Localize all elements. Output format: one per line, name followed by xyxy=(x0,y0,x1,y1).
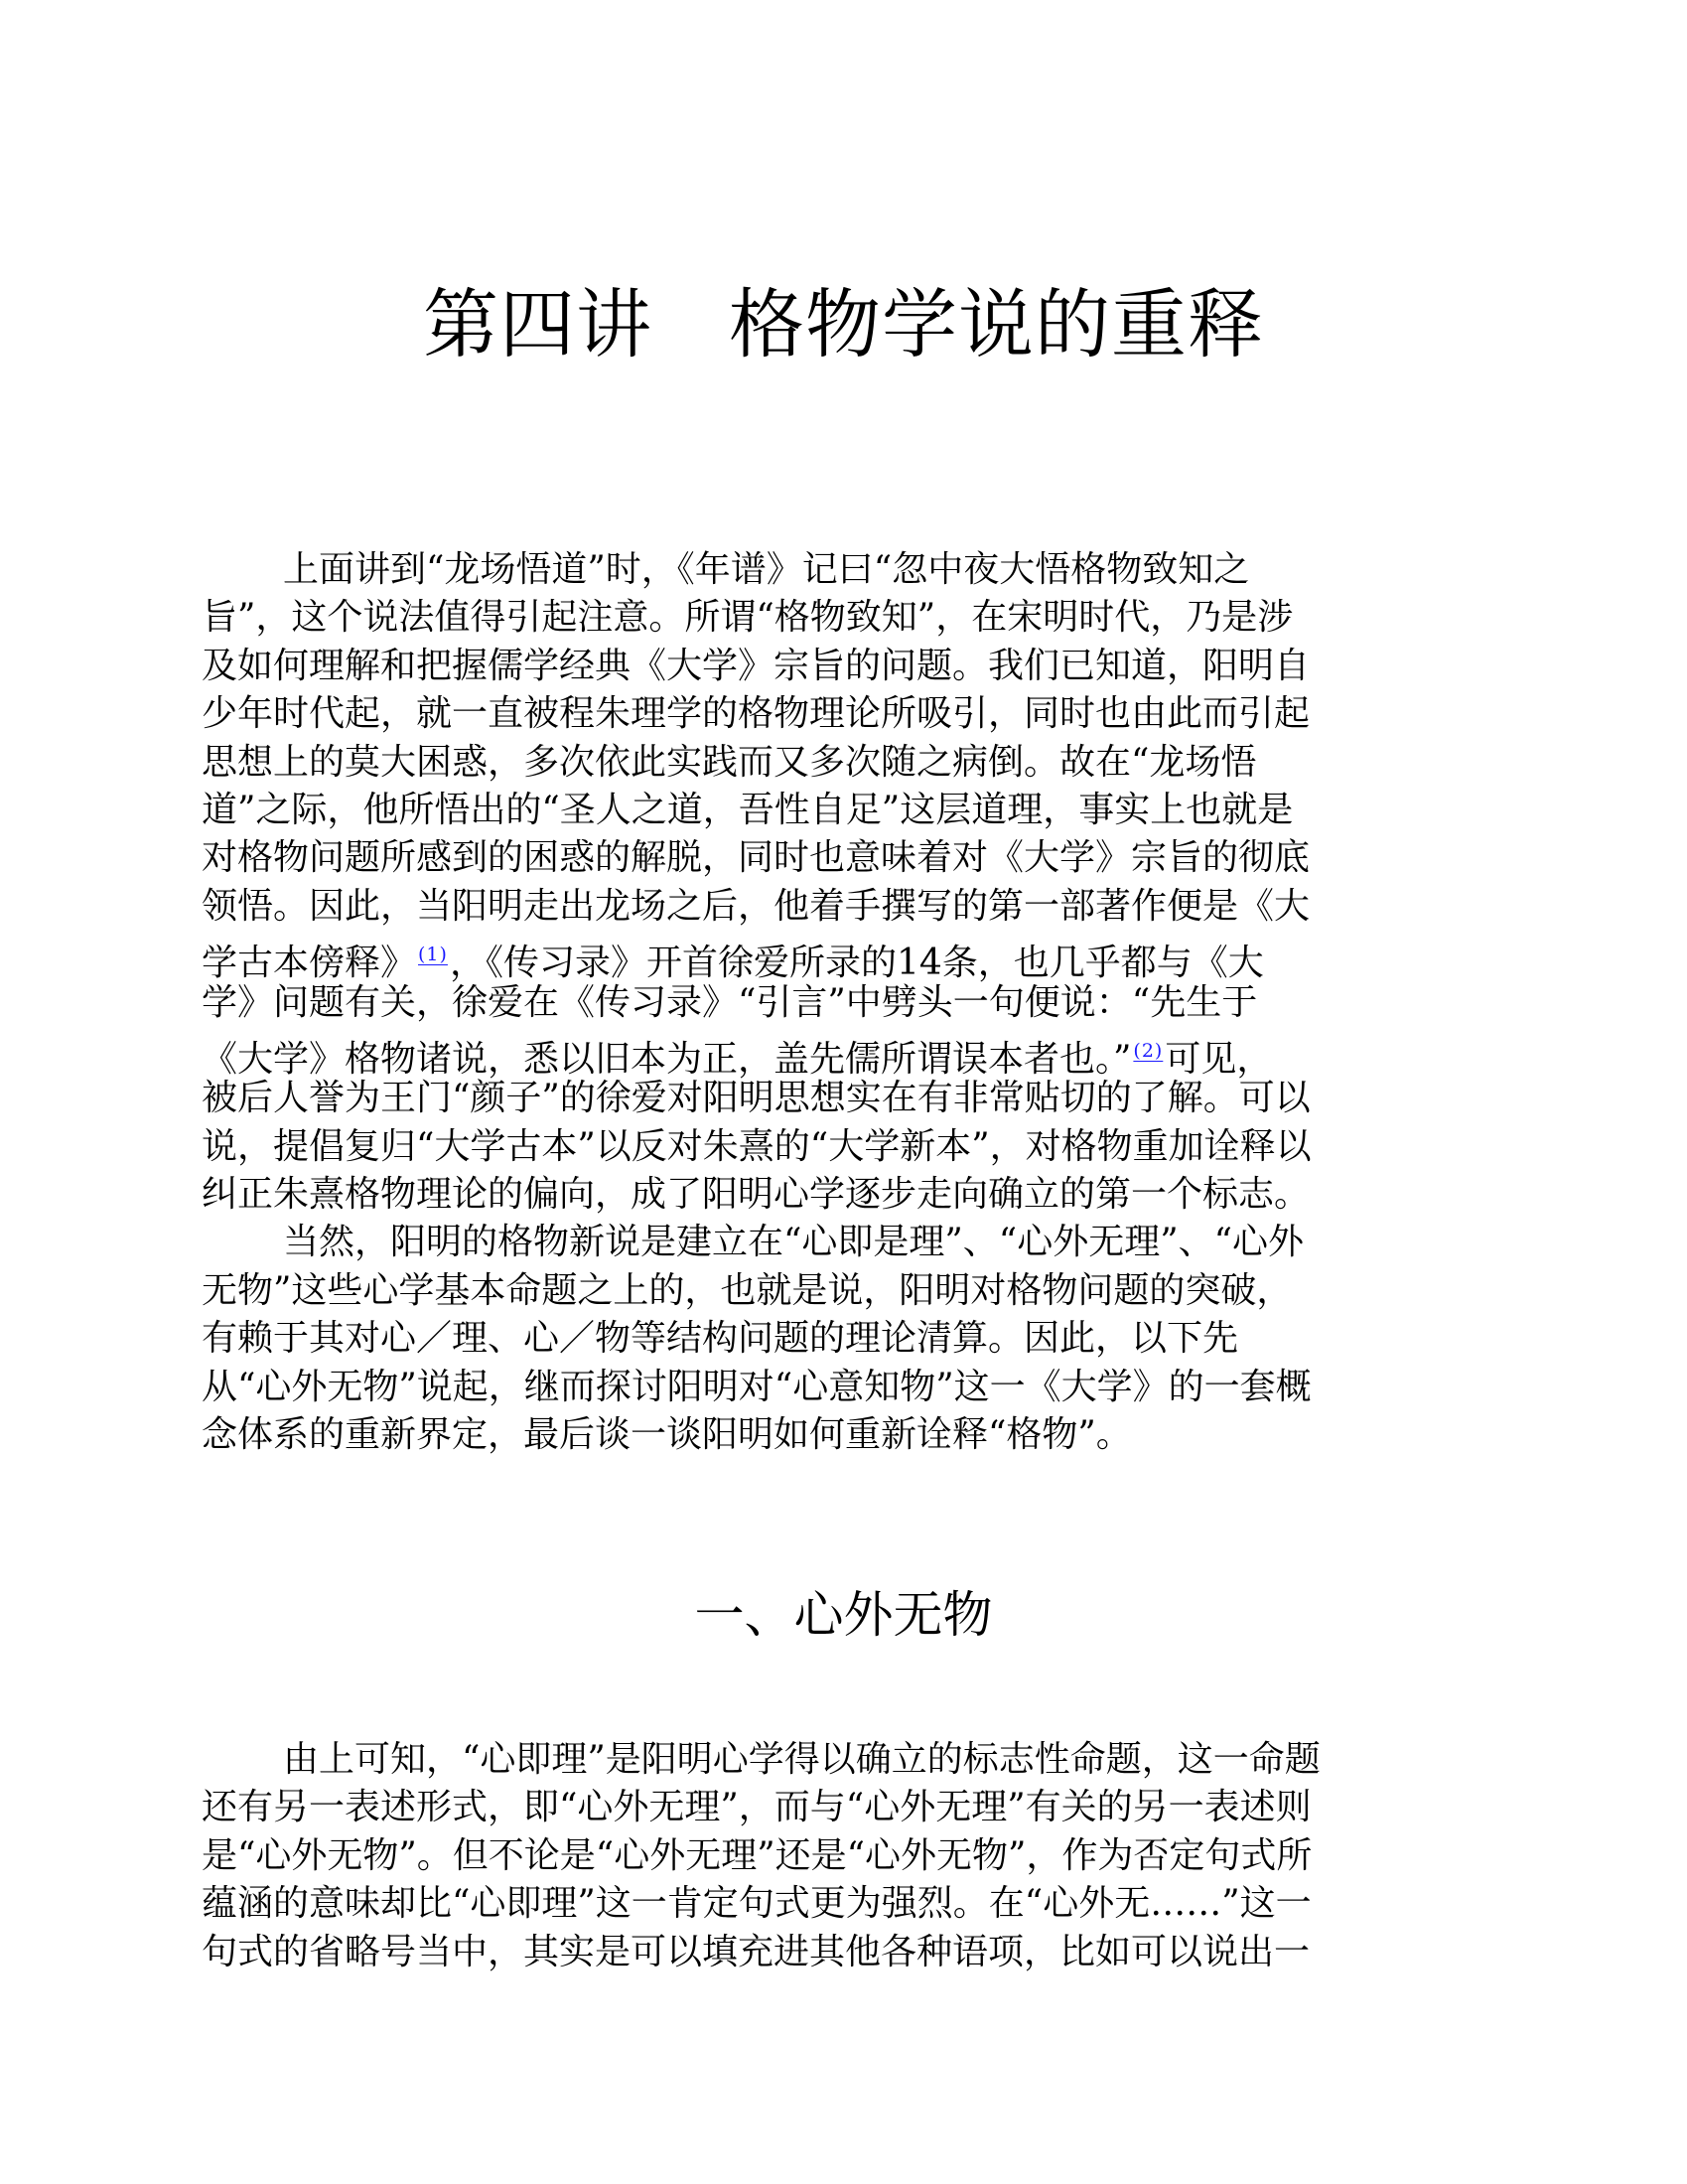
page-title: 第四讲 格物学说的重释 xyxy=(423,280,1264,368)
section-1-text xyxy=(202,1736,1482,1976)
text-segment: 《大学》格物诸说，悉以旧本为正，盖先儒所谓误本者也。” xyxy=(202,1038,1132,1080)
text-line: 从“心外无物”说起，继而探讨阳明对“心意知物”这一《大学》的一套概 xyxy=(202,1366,1312,1407)
text-line: 上面讲到“龙场悟道”时，《年谱》记曰“忽中夜大悟格物致知之 xyxy=(283,549,1250,590)
text-line: 领悟。因此，当阳明走出龙场之后，他着手撰写的第一部著作便是《大 xyxy=(202,885,1311,927)
text-line: 念体系的重新界定，最后谈一谈阳明如何重新诠释“格物”。 xyxy=(202,1414,1132,1456)
text-line: 是“心外无物”。但不论是“心外无理”还是“心外无物”，作为否定句式所 xyxy=(202,1834,1313,1876)
text-segment: ，《传习录》开首徐爱所录的14条，也几乎都与《大 xyxy=(449,943,1264,984)
intro-paragraph-2 xyxy=(202,1219,1482,1459)
text-line: 句式的省略号当中，其实是可以填充进其他各种语项，比如可以说出一 xyxy=(202,1931,1311,1972)
text-line xyxy=(202,931,1482,984)
text-line: 由上可知，“心即理”是阳明心学得以确立的标志性命题，这一命题 xyxy=(283,1739,1321,1780)
text-line: 蕴涵的意味却比“心即理”这一肯定句式更为强烈。在“心外无……”这一 xyxy=(202,1883,1312,1925)
text-line: 及如何理解和把握儒学经典《大学》宗旨的问题。我们已知道，阳明自 xyxy=(202,645,1311,686)
text-segment: 学古本傍释》 xyxy=(202,943,417,984)
text-line: 有赖于其对心／理、心／物等结构问题的理论清算。因此，以下先 xyxy=(202,1318,1239,1360)
intro-text xyxy=(202,546,1482,1459)
section-1-paragraph-1 xyxy=(202,1736,1482,1976)
text-line: 少年时代起，就一直被程朱理学的格物理论所吸引，同时也由此而引起 xyxy=(202,693,1311,735)
text-line: 思想上的莫大困惑，多次依此实践而又多次随之病倒。故在“龙场悟 xyxy=(202,741,1257,783)
section-heading: 一、心外无物 xyxy=(694,1586,993,1644)
footnote-link-1[interactable]: (1) xyxy=(418,944,448,966)
text-line: 被后人誉为王门“颜子”的徐爱对阳明思想实在有非常贴切的了解。可以 xyxy=(202,1078,1311,1119)
footnote-link-2[interactable]: (2) xyxy=(1133,1039,1164,1062)
text-line: 纠正朱熹格物理论的偏向，成了阳明心学逐步走向确立的第一个标志。 xyxy=(202,1174,1311,1216)
text-segment: 可见， xyxy=(1165,1038,1273,1080)
text-line: 说，提倡复归“大学古本”以反对朱熹的“大学新本”，对格物重加诠释以 xyxy=(202,1125,1312,1167)
text-line: 还有另一表述形式，即“心外无理”，而与“心外无理”有关的另一表述则 xyxy=(202,1787,1312,1828)
intro-paragraph-1 xyxy=(202,546,1482,1219)
text-line: 无物”这些心学基本命题之上的，也就是说，阳明对格物问题的突破， xyxy=(202,1269,1293,1311)
text-line xyxy=(202,1027,1482,1080)
text-line: 旨”，这个说法值得引起注意。所谓“格物致知”，在宋明时代，乃是涉 xyxy=(202,597,1294,639)
text-line: 道”之际，他所悟出的“圣人之道，吾性自足”这层道理，事实上也就是 xyxy=(202,789,1294,830)
text-line: 学》问题有关，徐爱在《传习录》“引言”中劈头一句便说：“先生于 xyxy=(202,981,1258,1023)
text-line: 对格物问题所感到的困惑的解脱，同时也意味着对《大学》宗旨的彻底 xyxy=(202,837,1311,879)
text-line: 当然，阳明的格物新说是建立在“心即是理”、“心外无理”、“心外 xyxy=(283,1222,1305,1263)
